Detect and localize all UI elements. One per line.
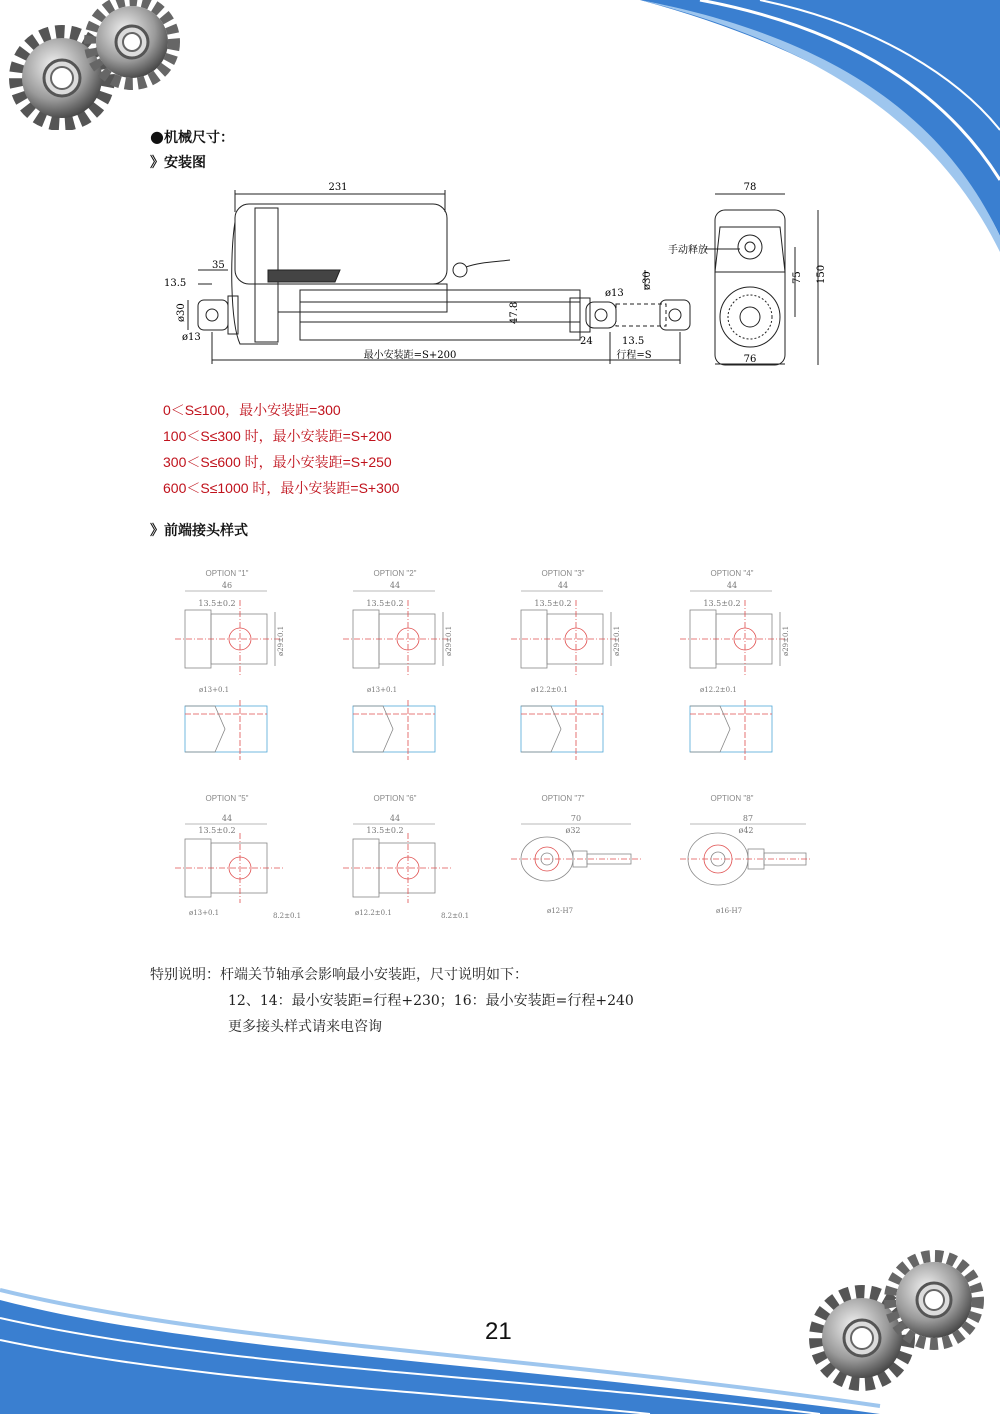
option-width: 44 [557,581,569,590]
side-dim-76: 76 [743,354,757,365]
option-label: OPTION "6" [373,794,417,803]
option-width: 87 [742,814,754,823]
front-joint-heading: 》前端接头样式 [150,523,248,539]
option-hole: ø12.2±0.1 [700,686,737,694]
dim-stroke: 行程=S [616,350,652,361]
option-inner: 13.5±0.2 [703,599,741,608]
note-line-1: 特别说明：杆端关节轴承会影响最小安装距，尺寸说明如下： [150,967,528,983]
option-inner: 13.5±0.2 [366,826,404,835]
option-slot: 8.2±0.1 [273,912,302,920]
option-label: OPTION "7" [541,794,585,803]
bullet-icon: ● [150,127,164,146]
option-width: 44 [389,581,401,590]
option-2-drawing [343,569,453,760]
manual-release-label: 手动释放 [668,245,708,256]
option-width: 44 [726,581,738,590]
option-label: OPTION "5" [205,794,249,803]
side-dim-78: 78 [743,182,757,193]
option-hole: ø12.2±0.1 [355,909,392,917]
option-dia: ø42 [738,826,754,835]
side-dim-150: 150 [816,264,827,284]
dim-total: 231 [328,182,348,193]
options-row-1 [160,560,860,775]
option-dia: ø29±0.1 [445,625,453,656]
installation-drawing [150,172,840,372]
option-dia: ø29±0.1 [782,625,790,656]
gears-icon-bottom [800,1250,1000,1414]
option-label: OPTION "1" [205,569,249,578]
formula-line: 300＜S≤600 时，最小安装距=S+250 [163,454,392,470]
option-width: 44 [389,814,401,823]
option-hole: ø12.2±0.1 [531,686,568,694]
option-width: 46 [221,581,233,590]
option-inner: 13.5±0.2 [198,599,236,608]
dim-d13-right: ø13 [605,288,624,299]
bottom-swoosh [0,1290,880,1414]
option-3-drawing [511,569,621,760]
note-line-2: 12、14：最小安装距=行程+230；16：最小安装距=行程+240 [228,993,634,1009]
dim-47-8: 47.8 [509,301,520,324]
note-line-3: 更多接头样式请来电咨询 [228,1019,382,1035]
option-label: OPTION "8" [710,794,754,803]
options-row-2 [160,785,860,930]
dim-24: 24 [580,336,593,347]
install-diagram-heading: 》安装图 [150,155,206,171]
option-1-drawing [175,569,285,760]
option-slot: 8.2±0.1 [441,912,470,920]
option-5-drawing [175,794,301,920]
option-hole: ø13+0.1 [189,909,220,917]
side-dim-75: 75 [792,271,803,284]
option-hole: ø12-H7 [547,907,574,915]
formula-line: 600＜S≤1000 时，最小安装距=S+300 [163,480,400,496]
option-hole: ø13+0.1 [367,686,398,694]
option-inner: 13.5±0.2 [366,599,404,608]
formula-line: 100＜S≤300 时，最小安装距=S+200 [163,428,392,444]
option-inner: 13.5±0.2 [198,826,236,835]
option-label: OPTION "3" [541,569,585,578]
option-inner: 13.5±0.2 [534,599,572,608]
option-dia: ø29±0.1 [613,625,621,656]
option-hole: ø16-H7 [716,907,743,915]
dim-min-distance: 最小安装距=S+200 [363,350,457,361]
option-dia: ø32 [565,826,581,835]
option-7-drawing [511,794,641,915]
dim-d13: ø13 [182,332,201,343]
option-label: OPTION "2" [373,569,417,578]
dim-13-5: 13.5 [164,278,187,289]
dim-35: 35 [212,260,225,271]
page-number: 21 [485,1318,512,1345]
option-dia: ø29±0.1 [277,625,285,656]
option-8-drawing [680,794,812,915]
option-label: OPTION "4" [710,569,754,578]
dim-d30: ø30 [176,303,187,322]
option-6-drawing [343,794,469,920]
option-hole: ø13+0.1 [199,686,230,694]
option-4-drawing [680,569,790,760]
dim-13-5-right: 13.5 [622,336,645,347]
option-width: 70 [570,814,582,823]
option-width: 44 [221,814,233,823]
gears-icon-top [0,0,200,130]
section-heading: ●机械尺寸： [150,127,234,146]
formula-line: 0＜S≤100，最小安装距=300 [163,402,341,418]
dim-d30-right: ø30 [642,271,653,290]
